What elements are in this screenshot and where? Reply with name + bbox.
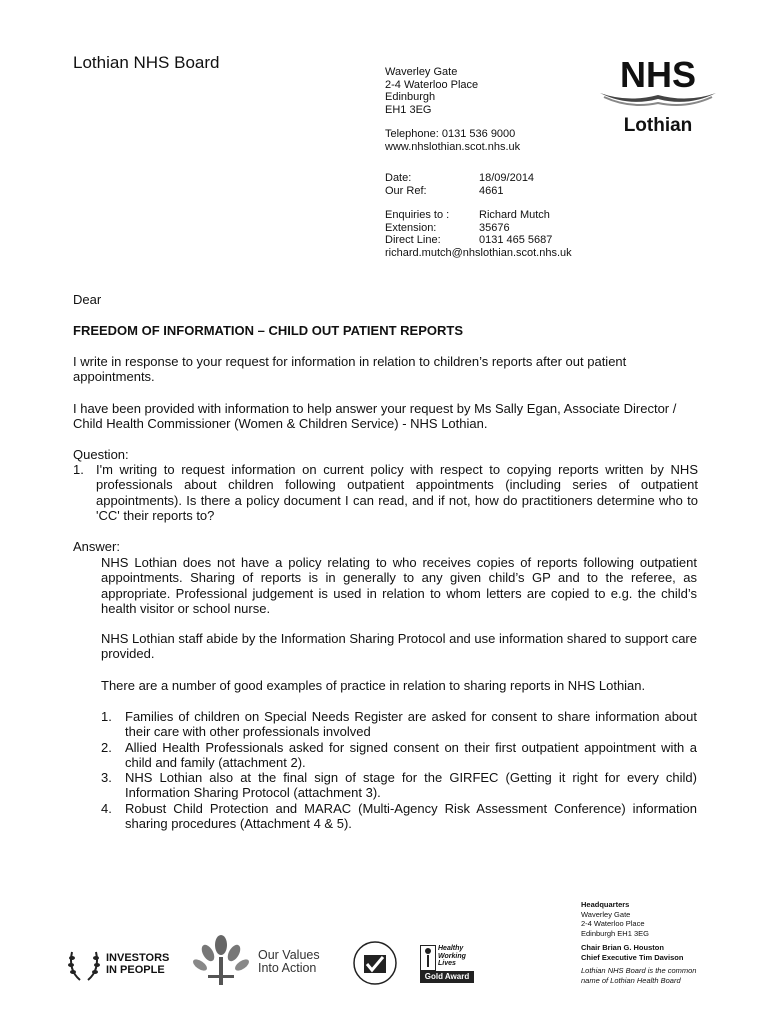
list-item-number: 3. xyxy=(101,770,112,786)
question-item xyxy=(73,462,698,523)
legal-note: name of Lothian Health Board xyxy=(581,975,681,985)
address-line: EH1 3EG xyxy=(385,103,432,116)
hwl-figure-icon xyxy=(420,945,436,971)
list-item-number: 2. xyxy=(101,739,112,755)
enquiries-label: Enquiries to : xyxy=(385,209,450,221)
hq-address-line: 2-4 Waterloo Place xyxy=(581,919,645,928)
date-label: Date: xyxy=(385,172,412,184)
direct-line-value: 0131 465 5687 xyxy=(479,234,553,246)
answer-label: Answer: xyxy=(73,539,120,554)
list-item-text: Allied Health Professionals asked for signed consent on their first outpatient appointment with a child and family (attachment 2). xyxy=(125,739,697,770)
address-line: Edinburgh xyxy=(385,91,436,103)
list-item-number: 4. xyxy=(101,800,112,816)
tree-icon xyxy=(192,935,250,987)
list-item-text: Robust Child Protection and MARAC (Multi-Agency Risk Assessment Conference) information sharing procedures (Attachment 4 & 5). xyxy=(125,800,697,832)
chief-executive-name: Chief Executive Tim Davison xyxy=(581,952,684,962)
ref-label: Our Ref: xyxy=(385,184,427,197)
gold-award-badge: Gold Award xyxy=(420,971,474,983)
positive-about-disabled-people-logo xyxy=(352,940,398,986)
answer-paragraph: NHS Lothian staff abide by the Information Sharing Protocol and use information shared to support care provided. xyxy=(101,631,697,662)
question-number: 1. xyxy=(73,462,84,477)
legal-note: Lothian NHS Board is the common xyxy=(581,966,697,975)
address-line: Waverley Gate xyxy=(385,66,458,78)
list-item xyxy=(101,709,697,740)
question-text: I'm writing to request information on current policy with respect to copying reports written by NHS professionals about children following outpatient appointments (including series of outpatient appointments). Is there a policy document I can read, and if not, how do practitioners determine who to 'CC' their reports to? xyxy=(96,462,698,523)
email-link[interactable]: richard.mutch@nhslothian.scot.nhs.uk xyxy=(385,246,572,259)
list-item xyxy=(101,740,697,771)
hwl-text: Healthy xyxy=(438,945,464,952)
list-item xyxy=(101,770,697,801)
organisation-title: Lothian NHS Board xyxy=(73,53,220,72)
iip-text: INVESTORS xyxy=(106,952,170,964)
direct-line-label: Direct Line: xyxy=(385,234,441,246)
list-item-text: Families of children on Special Needs Register are asked for consent to share information about their care with other professionals involved xyxy=(125,709,697,740)
hwl-text: Working xyxy=(438,952,466,960)
list-item-number: 1. xyxy=(101,709,112,724)
extension-label: Extension: xyxy=(385,221,437,234)
disability-badge-icon xyxy=(352,940,398,986)
salutation: Dear xyxy=(73,292,102,307)
sender-address xyxy=(385,66,478,116)
logo-nhs-text: NHS xyxy=(619,55,697,95)
paragraph: I write in response to your request for information in relation to children’s reports after out patient appointments. xyxy=(73,354,627,385)
address-line: 2-4 Waterloo Place xyxy=(385,78,479,91)
values-text: Into Action xyxy=(258,961,317,975)
chair-name: Chair Brian G. Houston xyxy=(581,943,664,952)
list-item xyxy=(101,801,697,832)
healthy-working-lives-logo xyxy=(420,945,474,985)
hq-address-line: Waverley Gate xyxy=(581,909,631,919)
enquiries-value: Richard Mutch xyxy=(479,209,550,221)
reference-block xyxy=(385,172,534,197)
subject-heading: FREEDOM OF INFORMATION – CHILD OUT PATIENT REPORTS xyxy=(73,323,463,338)
question-label: Question: xyxy=(73,447,129,462)
extension-value: 35676 xyxy=(479,221,510,234)
headquarters-block xyxy=(581,900,696,985)
examples-list xyxy=(101,709,697,831)
values-text: Our Values xyxy=(258,948,320,962)
nhs-lothian-logo xyxy=(598,55,718,135)
investors-in-people-logo xyxy=(66,944,176,984)
answer-paragraph: There are a number of good examples of practice in relation to sharing reports in NHS Lothian. xyxy=(101,678,646,693)
laurel-icon xyxy=(66,944,102,984)
paragraph: I have been provided with information to help answer your request by Ms Sally Egan, Associate Director / Child Health Commissioner (Women & Children Service) - NHS Lothian. xyxy=(73,401,677,432)
telephone: Telephone: 0131 536 9000 xyxy=(385,128,516,140)
ref-value: 4661 xyxy=(479,184,504,197)
date-value: 18/09/2014 xyxy=(479,172,535,184)
hwl-text: Lives xyxy=(438,960,456,967)
website-link[interactable]: www.nhslothian.scot.nhs.uk xyxy=(385,140,521,153)
answer-paragraph: NHS Lothian does not have a policy relating to who receives copies of reports following outpatient appointments. Sharing of reports is in generally to any given child’s GP and to the referee, as appropriate. Professional judgement is used in relation to whom letters are copied to e.g. the child’s health visitor or school nurse. xyxy=(101,555,697,616)
hq-title: Headquarters xyxy=(581,900,630,909)
logo-lothian-text: Lothian xyxy=(623,115,693,135)
our-values-logo xyxy=(192,935,332,987)
iip-text: IN PEOPLE xyxy=(106,964,165,976)
contact-block xyxy=(385,128,520,153)
enquiries-block xyxy=(385,209,572,259)
list-item-text: NHS Lothian also at the final sign of stage for the GIRFEC (Getting it right for every child) Information Sharing Protocol (attachment 3). xyxy=(125,770,697,801)
hq-address-line: Edinburgh EH1 3EG xyxy=(581,928,649,938)
